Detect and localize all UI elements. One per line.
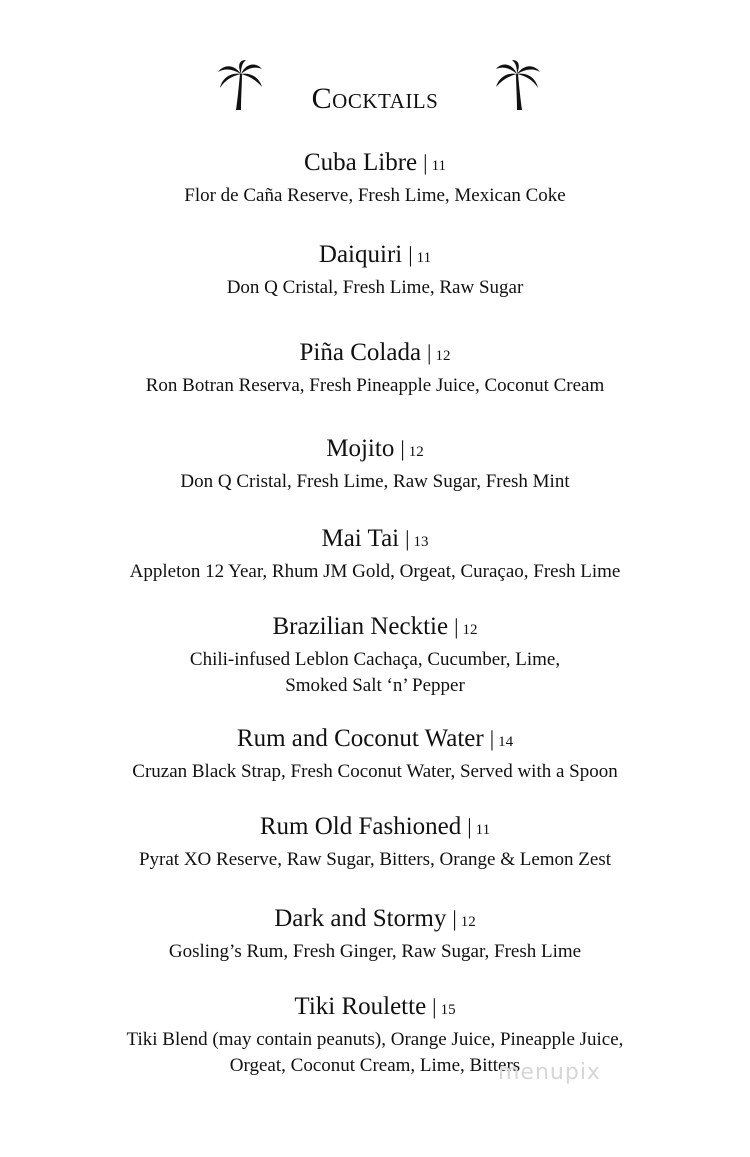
item-separator: | <box>423 150 428 175</box>
item-separator: | <box>400 436 405 461</box>
item-description: Appleton 12 Year, Rhum JM Gold, Orgeat, Curaçao, Fresh Lime <box>129 561 621 582</box>
item-description: Tiki Blend (may contain peanuts), Orange Juice, Pineapple Juice, <box>126 1029 624 1050</box>
item-description: Ron Botran Reserva, Fresh Pineapple Juice, Coconut Cream <box>145 375 605 396</box>
item-price: 12 <box>462 622 478 638</box>
item-description: Don Q Cristal, Fresh Lime, Raw Sugar, Fresh Mint <box>180 471 570 492</box>
menu-item <box>0 992 750 1079</box>
menu-item <box>0 812 750 873</box>
menu-item <box>0 240 750 301</box>
item-price: 12 <box>460 914 476 930</box>
menu-item <box>0 724 750 785</box>
item-description: Gosling’s Rum, Fresh Ginger, Raw Sugar, Fresh Lime <box>168 941 582 962</box>
item-name: Piña Colada <box>299 339 422 366</box>
item-price: 14 <box>498 734 514 750</box>
item-price: 12 <box>408 444 424 460</box>
item-description: Smoked Salt ‘n’ Pepper <box>285 675 465 696</box>
item-separator: | <box>408 242 413 267</box>
watermark: menupix <box>498 1060 601 1085</box>
menu-item <box>0 338 750 399</box>
item-name: Daiquiri <box>318 241 403 268</box>
item-description: Chili-infused Leblon Cachaça, Cucumber, Lime, <box>189 649 561 670</box>
item-separator: | <box>489 726 495 751</box>
item-name: Dark and Stormy <box>274 905 447 932</box>
menu-item <box>0 612 750 699</box>
item-separator: | <box>427 340 432 365</box>
item-separator: | <box>454 614 459 639</box>
item-separator: | <box>467 814 472 839</box>
item-price: 11 <box>475 822 491 838</box>
item-name: Mojito <box>326 435 395 462</box>
item-name: Brazilian Necktie <box>272 613 449 640</box>
item-description: Flor de Caña Reserve, Fresh Lime, Mexican Coke <box>184 185 566 206</box>
item-separator: | <box>452 906 457 931</box>
item-description: Pyrat XO Reserve, Raw Sugar, Bitters, Orange & Lemon Zest <box>138 849 612 870</box>
item-price: 12 <box>435 348 451 364</box>
menu-item <box>0 904 750 965</box>
item-name: Rum Old Fashioned <box>259 813 462 840</box>
page-title: Cocktails <box>311 82 439 115</box>
menu-item <box>0 434 750 495</box>
item-price: 13 <box>413 534 429 550</box>
item-name: Rum and Coconut Water <box>236 725 484 752</box>
item-description: Orgeat, Coconut Cream, Lime, Bitters <box>229 1055 521 1076</box>
item-separator: | <box>432 994 437 1019</box>
item-price: 15 <box>440 1002 456 1018</box>
item-description: Cruzan Black Strap, Fresh Coconut Water, Served with a Spoon <box>132 761 618 782</box>
item-name: Mai Tai <box>321 525 400 552</box>
item-description: Don Q Cristal, Fresh Lime, Raw Sugar <box>226 277 524 298</box>
palm-tree-icon <box>494 60 542 112</box>
menu-header <box>0 60 750 130</box>
menu-item <box>0 524 750 585</box>
item-separator: | <box>405 526 410 551</box>
item-price: 11 <box>416 250 432 266</box>
item-name: Cuba Libre <box>303 149 418 176</box>
menu-item <box>0 148 750 209</box>
item-price: 11 <box>431 158 447 174</box>
item-name: Tiki Roulette <box>294 993 427 1020</box>
